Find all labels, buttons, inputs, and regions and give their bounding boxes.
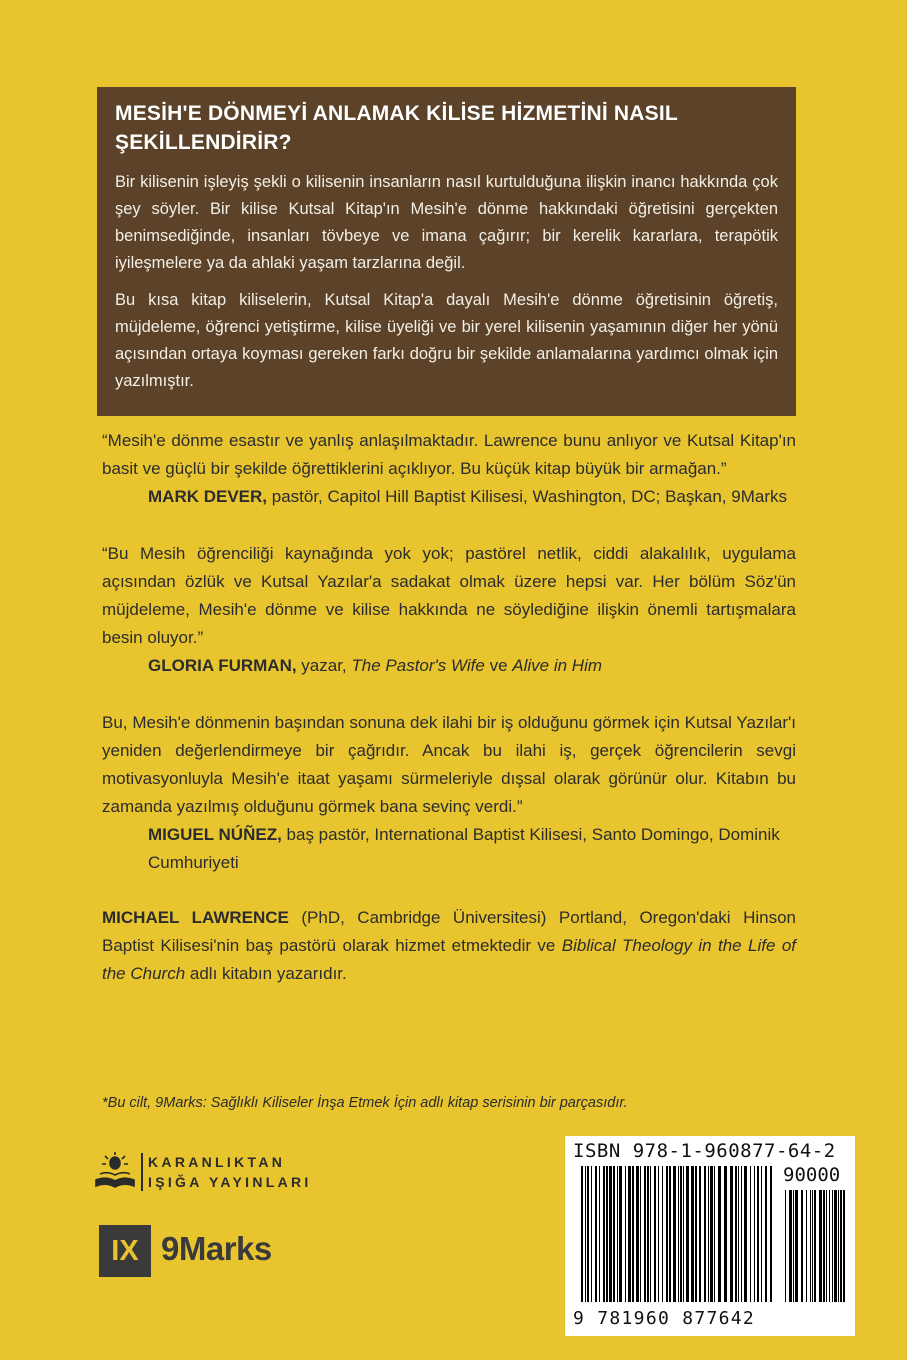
ninemarks-mark: IX [99, 1225, 151, 1277]
publisher-line2: IŞIĞA YAYINLARI [148, 1174, 312, 1190]
author-name: MICHAEL LAWRENCE [102, 908, 289, 927]
book-title: The Pastor's Wife [351, 656, 485, 675]
price-addon-number: 90000 [783, 1164, 841, 1186]
attribution-role: yazar, [296, 656, 352, 675]
book-title: Alive in Him [512, 656, 603, 675]
publisher-name [148, 1152, 312, 1192]
attribution-furman [148, 652, 796, 680]
quote-furman: “Bu Mesih öğrenciliği kaynağında yok yok; pastörel netlik, ciddi alakalılık, uygulama açısından özlük ve Kutsal Yazılar'a sadakat olmak üzere hepsi var. Her bölüm Söz'ün müjdeleme, Mesih'e dönme ve kilise hakkında ne söylediğine ilişkin önemli tartışmalara besin oluyor.” [102, 544, 796, 647]
isbn-text: ISBN 978-1-960877-64-2 [573, 1140, 836, 1162]
quote-nunez: Bu, Mesih'e dönmenin başından sonuna dek ilahi bir iş olduğunu görmek için Kutsal Yazılar'ı yeniden değerlendirmeye bir çağrıdır. Ancak bu ilahi iş, gerçek öğrencilerin sevgi motivasyonluyla Mesih'e itaat yaşamı sürmeleriyle dışsal olarak görünür olur. Kitabın bu zamanda yazılmış olduğunu görmek bana sevinç verdi.” [102, 713, 796, 816]
attribution-name: MARK DEVER, [148, 487, 268, 506]
series-note: *Bu cilt, 9Marks: Sağlıklı Kiliseler İnşa Etmek İçin adlı kitap serisinin bir parçasıdır. [102, 1095, 628, 1111]
author-book-title: Biblical Theology in the Life of the Church [102, 936, 796, 983]
summary-paragraph-2: Bu kısa kitap kiliselerin, Kutsal Kitap'a dayalı Mesih'e dönme öğretisinin öğretiş, müjdeleme, öğrenci yetiştirme, kilise üyeliği ve bir yerel kilisenin yaşamının diğer her yönü açısından ortaya koyması gereken farkı doğru bir şekilde anlamalarına yardımcı olmak için yazılmıştır. [115, 291, 778, 390]
quote-dever: “Mesih'e dönme esastır ve yanlış anlaşılmaktadır. Lawrence bunu anlıyor ve Kutsal Kitap'ın basit ve güçlü bir şekilde öğrettiklerini açıklıyor. Bu küçük kitap büyük bir armağan.” [102, 431, 796, 478]
attribution-name: GLORIA FURMAN, [148, 656, 297, 675]
author-bio [102, 904, 796, 988]
barcode-icon [573, 1166, 849, 1308]
summary-paragraph-1: Bir kilisenin işleyiş şekli o kilisenin insanların nasıl kurtulduğuna ilişkin inancı hakkında çok şey söyler. Bir kilise Kutsal Kitap'ın Mesih'e dönme hakkındaki öğretisini gerçekten benimsediğinde, insanları tövbeye ve imana çağırır; bir kerelik kararlara, terapötik iyileşmelere ya da ahlaki yaşam tarzlarına değil. [115, 173, 778, 272]
barcode-panel [565, 1136, 855, 1336]
barcode-digits: 9 781960 877642 [573, 1308, 756, 1329]
attribution-name: MIGUEL NÚÑEZ, [148, 825, 282, 844]
attribution-role: pastör, Capitol Hill Baptist Kilisesi, Washington, DC; Başkan, 9Marks [267, 487, 787, 506]
endorsements [102, 427, 796, 988]
summary-box [97, 87, 796, 416]
summary-title-line2: ŞEKİLLENDİRİR? [115, 131, 292, 154]
ninemarks-name: 9Marks [161, 1230, 272, 1267]
author-bio-end: adlı kitabın yazarıdır. [185, 964, 347, 983]
attribution-nunez [148, 821, 796, 877]
publisher-divider [141, 1153, 143, 1191]
summary-title-line1: MESİH'E DÖNMEYİ ANLAMAK KİLİSE HİZMETİNİ NASIL [115, 102, 678, 125]
attribution-dever [148, 483, 796, 511]
attribution-connector: ve [484, 656, 513, 675]
publisher-logo [92, 1148, 342, 1198]
attribution-role: baş pastör, International Baptist Kilisesi, Santo Domingo, Dominik Cumhuriyeti [148, 825, 780, 872]
summary-title [115, 99, 778, 157]
publisher-line1: KARANLIKTAN [148, 1154, 286, 1170]
author-bio-text: (PhD, Cambridge Üniversitesi) Portland, Oregon'daki Hinson Baptist Kilisesi'nin baş pastörü olarak hizmet etmektedir ve [102, 908, 796, 955]
open-book-lamp-icon [92, 1150, 138, 1194]
